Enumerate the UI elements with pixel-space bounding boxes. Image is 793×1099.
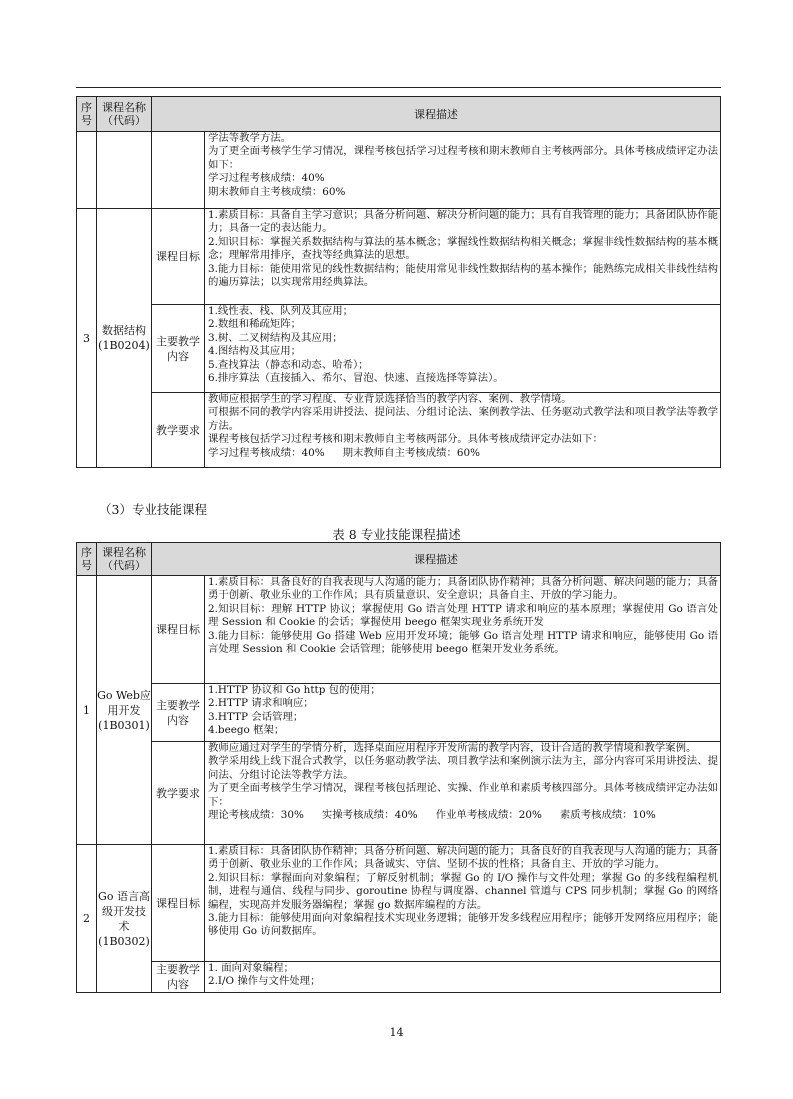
table-caption: 表 8 专业技能课程描述 bbox=[332, 527, 461, 542]
course2-goal-label: 课程目标 bbox=[152, 845, 205, 962]
course3-content-label: 主要教学内容 bbox=[152, 305, 205, 393]
course2-goal-row bbox=[77, 845, 721, 962]
course1-req-row bbox=[77, 742, 721, 845]
header-desc: 课程描述 bbox=[152, 97, 721, 132]
course3-goal-label: 课程目标 bbox=[152, 209, 205, 305]
course3-name: 数据结构 (1B0204) bbox=[97, 209, 152, 468]
course3-req-desc: 教师应根据学生的学习程度、专业背景选择恰当的教学内容、案例、教学情境。 可根据不同的教学内容采用讲授法、提问法、分组讨论法、案例教学法、任务驱动式教学法和项目教学法等教学方法。 课程考核包括学习过程考核和期末教师自主考核两部分。具体考核成绩评定办法如下： 学习过程考核成绩：40% 期末教师自主考核成绩：60% bbox=[205, 393, 721, 468]
course1-no: 1 bbox=[77, 576, 97, 845]
course1-content-desc: 1.HTTP 协议和 Go http 包的使用； 2.HTTP 请求和响应； 3.HTTP 会话管理； 4.beego 框架； bbox=[205, 684, 721, 742]
course3-req-row bbox=[77, 393, 721, 468]
course1-content-row bbox=[77, 684, 721, 742]
course2-no: 2 bbox=[77, 845, 97, 993]
course3-no: 3 bbox=[77, 209, 97, 468]
course1-goal-label: 课程目标 bbox=[152, 576, 205, 684]
course2-content-desc: 1. 面向对象编程； 2.I/O 操作与文件处理； bbox=[205, 962, 721, 993]
course1-content-label: 主要教学内容 bbox=[152, 684, 205, 742]
course1-goal-desc: 1.素质目标：具备良好的自我表现与人沟通的能力；具备团队协作精神；具备分析问题、解决问题的能力；具备勇于创新、敬业乐业的工作作风；具有质量意识、安全意识；具备自主、开放的学习能力。 2.知识目标：理解 HTTP 协议；掌握使用 Go 语言处理 HTTP 请求和响应的基本原理；掌握使用 Go 语言处理 Session 和 Cookie 的会话；掌握使用 beego 框架实现业务系统开发 3.能力目标：能够使用 Go 搭建 Web 应用开发环境；能够 Go 语言处理 HTTP 请求和响应，能够使用 Go 语言处理 Session 和 Cookie 会话管理；能够使用 beego 框架开发业务系统。 bbox=[205, 576, 721, 684]
header-desc: 课程描述 bbox=[152, 543, 721, 576]
course3-goal-row bbox=[77, 209, 721, 305]
header-rule bbox=[76, 87, 721, 88]
course1-name: Go Web应用开发 (1B0301) bbox=[97, 576, 152, 845]
header-name: 课程名称（代码） bbox=[97, 97, 152, 132]
course3-content-desc: 1.线性表、栈、队列及其应用； 2.数组和稀疏矩阵； 3.树、二叉树结构及其应用； 4.图结构及其应用； 5.查找算法（静态和动态、哈希）； 6.排序算法（直接插入、希尔、冒泡、快速、直接选择等算法）。 bbox=[205, 305, 721, 393]
section-title: （3）专业技能课程 bbox=[99, 502, 207, 517]
course3-req-label: 教学要求 bbox=[152, 393, 205, 468]
table-header-row bbox=[77, 97, 721, 132]
course3-content-row bbox=[77, 305, 721, 393]
course1-req-desc: 教师应通过对学生的学情分析，选择桌面应用程序开发所需的教学内容，设计合适的教学情境和教学案例。 教学采用线上线下混合式教学，以任务驱动教学法、项目教学法和案例演示法为主，部分内容可采用讲授法、提问法、分组讨论法等教学方法。 为了更全面考核学生学习情况，课程考核包括理论、实操、作业单和素质考核四部分。具体考核成绩评定办法如下： 理论考核成绩：30% 实操考核成绩：40% 作业单考核成绩：20% 素质考核成绩：10% bbox=[205, 742, 721, 845]
course2-content-row bbox=[77, 962, 721, 993]
header-name: 课程名称（代码） bbox=[97, 543, 152, 576]
course2-name: Go 语言高级开发技术 (1B0302) bbox=[97, 845, 152, 993]
continued-desc: 学法等教学方法。 为了更全面考核学生学习情况，课程考核包括学习过程考核和期末教师自主考核两部分。具体考核成绩评定办法如下： 学习过程考核成绩：40% 期末教师自主考核成绩：60% bbox=[205, 132, 721, 209]
header-no: 序号 bbox=[77, 97, 97, 132]
course2-goal-desc: 1.素质目标：具备团队协作精神；具备分析问题、解决问题的能力；具备良好的自我表现与人沟通的能力；具备勇于创新、敬业乐业的工作作风；具备诚实、守信、坚韧不拔的性格；具备自主、开放的学习能力。 2.知识目标：掌握面向对象编程；了解反射机制；掌握 Go 的 I/O 操作与文件处理；掌握 Go 的多线程编程机制，进程与通信、线程与同步、goroutine 协程与调度器、channel 管道与 CPS 同步机制；掌握 Go 的网络编程，实现高并发服务器编程；掌握 go 数据库编程的方法。 3.能力目标：能够使用面向对象编程技术实现业务逻辑；能够开发多线程应用程序；能够开发网络应用程序；能够使用 Go 访问数据库。 bbox=[205, 845, 721, 962]
page-number: 14 bbox=[389, 1026, 404, 1039]
course2-content-label: 主要教学内容 bbox=[152, 962, 205, 993]
course3-goal-desc: 1.素质目标：具备自主学习意识；具备分析问题、解决分析问题的能力；具有自我管理的能力；具备团队协作能力；具备一定的表达能力。 2.知识目标：掌握关系数据结构与算法的基本概念；掌握线性数据结构相关概念；掌握非线性数据结构的基本概念；理解常用排序，查找等经典算法的思想。 3.能力目标：能使用常见的线性数据结构；能使用常见非线性数据结构的基本操作；能熟练完成相关非线性结构的遍历算法；以实现常用经典算法。 bbox=[205, 209, 721, 305]
table-header-row bbox=[77, 543, 721, 576]
header-no: 序号 bbox=[77, 543, 97, 576]
course-table-skills bbox=[76, 542, 721, 993]
course-table-top bbox=[76, 96, 721, 468]
continued-row bbox=[77, 132, 721, 209]
course1-goal-row bbox=[77, 576, 721, 684]
course1-req-label: 教学要求 bbox=[152, 742, 205, 845]
